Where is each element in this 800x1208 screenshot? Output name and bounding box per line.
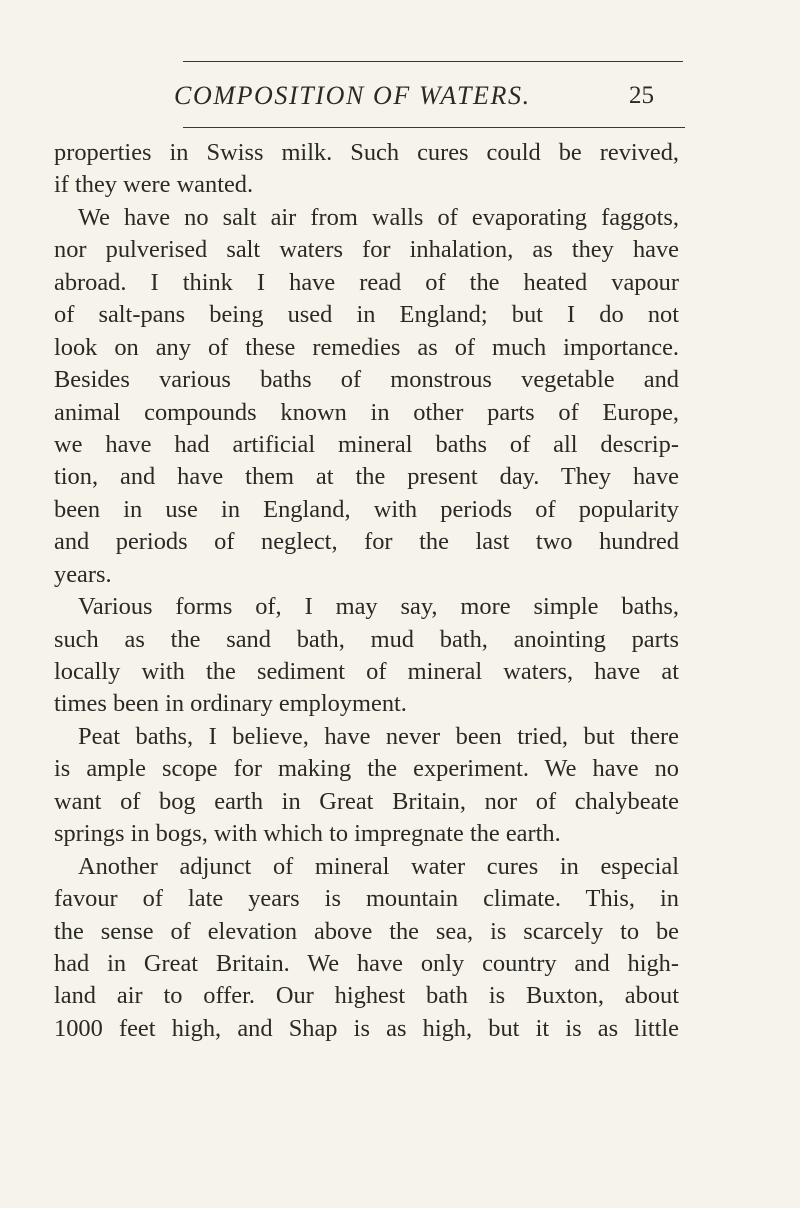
text-line: if they were wanted. xyxy=(54,171,254,199)
text-line: locally with the sediment of mineral waters, have at xyxy=(54,658,679,685)
text-line: is ample scope for making the experiment. We have no xyxy=(54,755,679,783)
text-line: the sense of elevation above the sea, is scarcely to be xyxy=(54,917,679,945)
running-head: COMPOSITION OF WATERS. xyxy=(174,81,531,110)
text-line: Various forms of, I may say, more simple baths, xyxy=(78,593,679,621)
text-line: had in Great Britain. We have only country and high- xyxy=(54,949,679,977)
header-rule-bottom xyxy=(183,127,685,128)
text-line: look on any of these remedies as of much importance. xyxy=(54,333,679,361)
text-line: been in use in England, with periods of popularity xyxy=(54,495,679,523)
text-line: We have no salt air from walls of evaporating faggots, xyxy=(78,203,679,231)
page-header xyxy=(0,78,800,118)
text-line: tion, and have them at the present day. They have xyxy=(54,463,679,491)
text-line: animal compounds known in other parts of Europe, xyxy=(54,398,679,426)
text-line: Besides various baths of monstrous vegetable and xyxy=(54,366,679,394)
text-line: favour of late years is mountain climate. This, in xyxy=(54,885,679,913)
header-rule-top xyxy=(183,61,683,62)
text-line: springs in bogs, with which to impregnate the earth. xyxy=(54,820,561,848)
text-line: times been in ordinary employment. xyxy=(54,690,407,718)
text-line: Peat baths, I believe, have never been tried, but there xyxy=(78,722,679,750)
text-line: 1000 feet high, and Shap is as high, but it is as little xyxy=(54,1014,679,1042)
text-line: and periods of neglect, for the last two hundred xyxy=(54,528,679,556)
text-line: land air to offer. Our highest bath is Buxton, about xyxy=(54,982,679,1010)
text-line: abroad. I think I have read of the heated vapour xyxy=(54,268,679,296)
text-line: we have had artificial mineral baths of all descrip- xyxy=(54,430,679,458)
text-line: nor pulverised salt waters for inhalation, as they have xyxy=(54,236,679,264)
text-line: of salt-pans being used in England; but I do not xyxy=(54,301,679,329)
page-number: 25 xyxy=(629,82,654,109)
text-line: such as the sand bath, mud bath, anointing parts xyxy=(54,625,679,653)
text-line: years. xyxy=(54,560,112,588)
text-line: Another adjunct of mineral water cures in especial xyxy=(78,852,679,880)
text-line: want of bog earth in Great Britain, nor of chalybeate xyxy=(54,787,679,815)
text-line: properties in Swiss milk. Such cures could be revived, xyxy=(54,139,679,166)
body-text xyxy=(54,137,679,1045)
